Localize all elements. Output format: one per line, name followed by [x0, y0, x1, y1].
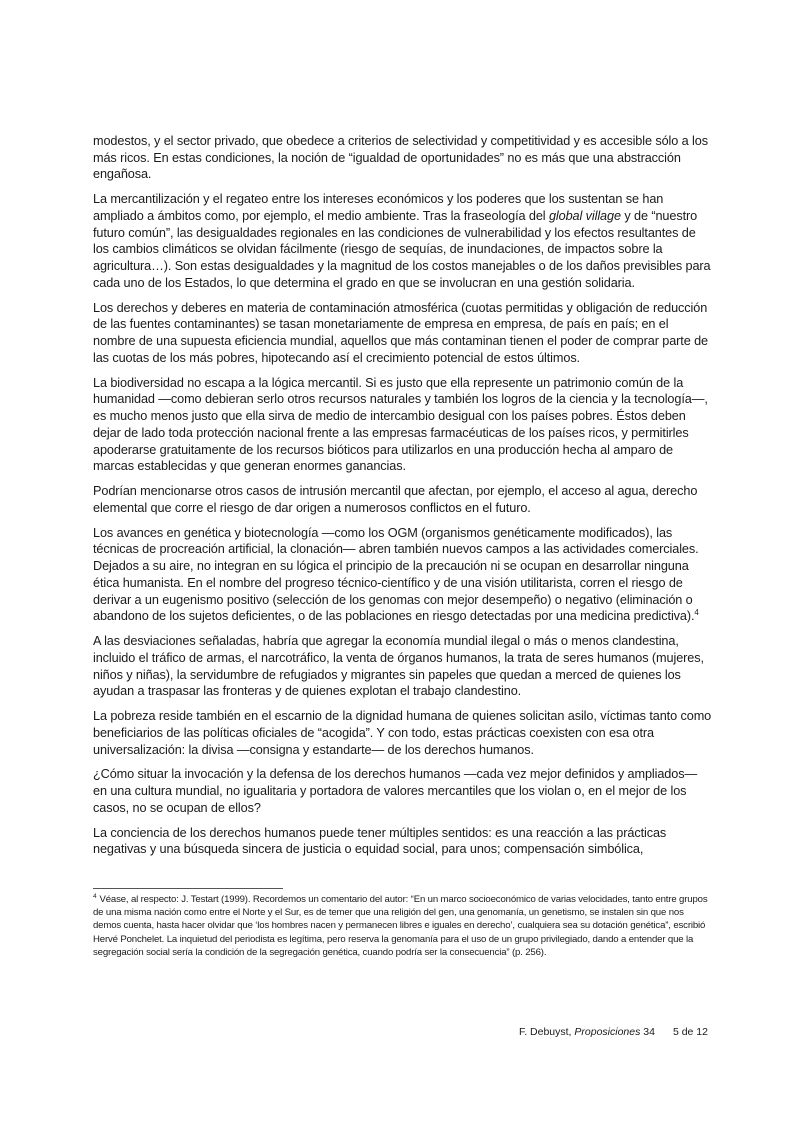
paragraph-1: modestos, y el sector privado, que obedece a criterios de selectividad y competitividad y es accesible sólo a los más ricos. En estas condiciones, la noción de “igualdad de oportunidades” no es más que una abstracción engañosa. — [93, 134, 708, 182]
paragraph-4: La biodiversidad no escapa a la lógica mercantil. Si es justo que ella represente un patrimonio común de la humanidad —como debieran serlo otros recursos naturales y también los logros de la ciencia y la tecnología—, es mucho menos justo que ella sirva de medio de intercambio desigual con los países pobres. Éstos deben dejar de lado toda protección nacional frente a las empresas farmacéuticas de los países ricos, y permitirles apoderarse gratuitamente de los recursos bióticos para utilizarlos en una producción hecha al amparo de marcas establecidas y que generan enormes ganancias. — [93, 375, 708, 474]
paragraph-2-text-end: y de “nuestro futuro común”, las desigualdades regionales en las condiciones de vulnerabilidad y los efectos resultantes de los cambios climáticos se olvidan fácilmente (riesgo de sequías, de inundaciones, de impactos sobre la agricultura…). Son estas desigualdades y la magnitud de los costos manejables o de los daños previsibles para cada uno de los Estados, lo que determina el grado en que se involucran en una gestión solidaria. — [93, 209, 711, 290]
paragraph-2-text-start: La mercantilización y el regateo entre los intereses económicos y los poderes que los sustentan se han ampliado a ámbitos como, por ejemplo, el medio ambiente. Tras la fraseología del — [93, 192, 664, 223]
paragraph-3: Los derechos y deberes en materia de contaminación atmosférica (cuotas permitidas y obligación de reducción de las fuentes contaminantes) se tasan monetariamente de empresa en empresa, de país en país; en el nombre de una supuesta eficiencia mundial, aquellos que más contaminan tienen el poder de comprar parte de las cuotas de los más pobres, hipotecando así el crecimiento potencial de estos últimos. — [93, 300, 709, 365]
paragraph-5: Podrían mencionarse otros casos de intrusión mercantil que afectan, por ejemplo, el acceso al agua, derecho elemental que corre el riesgo de dar origen a numerosos conflictos en el futuro. — [93, 484, 698, 515]
paragraph-2 — [93, 191, 713, 291]
body-text — [93, 133, 713, 866]
page-footer — [519, 1025, 708, 1039]
footer-issue: 34 — [640, 1026, 655, 1038]
footnote — [93, 893, 713, 959]
footer-page-number: 5 de 12 — [672, 1026, 708, 1038]
paragraph-7: A las desviaciones señaladas, habría que agregar la economía mundial ilegal o más o menos clandestina, incluido el tráfico de armas, el narcotráfico, la venta de órganos humanos, la trata de seres humanos (mujeres, niños y niñas), la servidumbre de refugiados y migrantes sin papeles que quedan a merced de quienes los ayudan a traspasar las fronteras y de quienes explotan el trabajo clandestino. — [93, 634, 704, 699]
paragraph-6 — [93, 525, 713, 625]
paragraph-9: ¿Cómo situar la invocación y la defensa de los derechos humanos —cada vez mejor definidos y ampliados— en una cultura mundial, no igualitaria y portadora de valores mercantiles que los violan o, en el mejor de los casos, no se ocupan de ellos? — [93, 767, 698, 815]
footer-author: F. Debuyst, — [518, 1026, 575, 1038]
paragraph-10: La conciencia de los derechos humanos puede tener múltiples sentidos: es una reacción a las prácticas negativas y una búsqueda sincera de justicia o equidad social, para unos; compensación simbólica, — [93, 825, 667, 857]
paragraph-6-text: Los avances en genética y biotecnología —como los OGM (organismos genéticamente modificados), las técnicas de procreación artificial, la clonación— abren también nuevos campos a las actividades comerciales. Dejados a su aire, no integran en su lógica el principio de la precaución ni se ocupan en desarrollar ninguna ética humanista. En el nombre del progreso técnico-científico y de una visión utilitarista, corren el riesgo de derivar a un eugenismo positivo (selección de los genomas con mejor desempeño) o negativo (eliminación o abandono de los sujetos deficientes, o de las poblaciones en riesgo detectadas por una medicina predictiva). — [93, 525, 699, 624]
footnote-number: 4 — [93, 892, 97, 900]
paragraph-2-italic-term: global village — [548, 209, 621, 223]
footnote-divider — [93, 888, 283, 889]
footnote-reference[interactable]: 4 — [694, 607, 699, 617]
footer-journal: Proposiciones — [574, 1026, 641, 1038]
footnote-text: Véase, al respecto: J. Testart (1999). Recordemos un comentario del autor: “En un marco socioeconómico de varias velocidades, tanto entre grupos de una misma nación como entre el Norte y el Sur, es de temer que una religión del gen, una genomanía, un genetismo, se instalen sin que nos demos cuenta, hasta hacer olvidar que ‘los hombres nacen y permanecen libres e iguales en derecho’, cualquiera sea su dotación genética”, escribió Hervé Ponchelet. La inquietud del periodista es legítima, pero reserva la genomanía para el uso de un grupo privilegiado, dando a entender que la segregación social sería la condición de la segregación genética, cuando podría ser la consecuencia” (p. 256). — [93, 894, 708, 958]
paragraph-8: La pobreza reside también en el escarnio de la dignidad humana de quienes solicitan asilo, víctimas tanto como beneficiarios de las políticas oficiales de “acogida”. Y con todo, estas prácticas coexisten con esa otra universalización: la divisa —consigna y estandarte— de los derechos humanos. — [93, 709, 712, 757]
